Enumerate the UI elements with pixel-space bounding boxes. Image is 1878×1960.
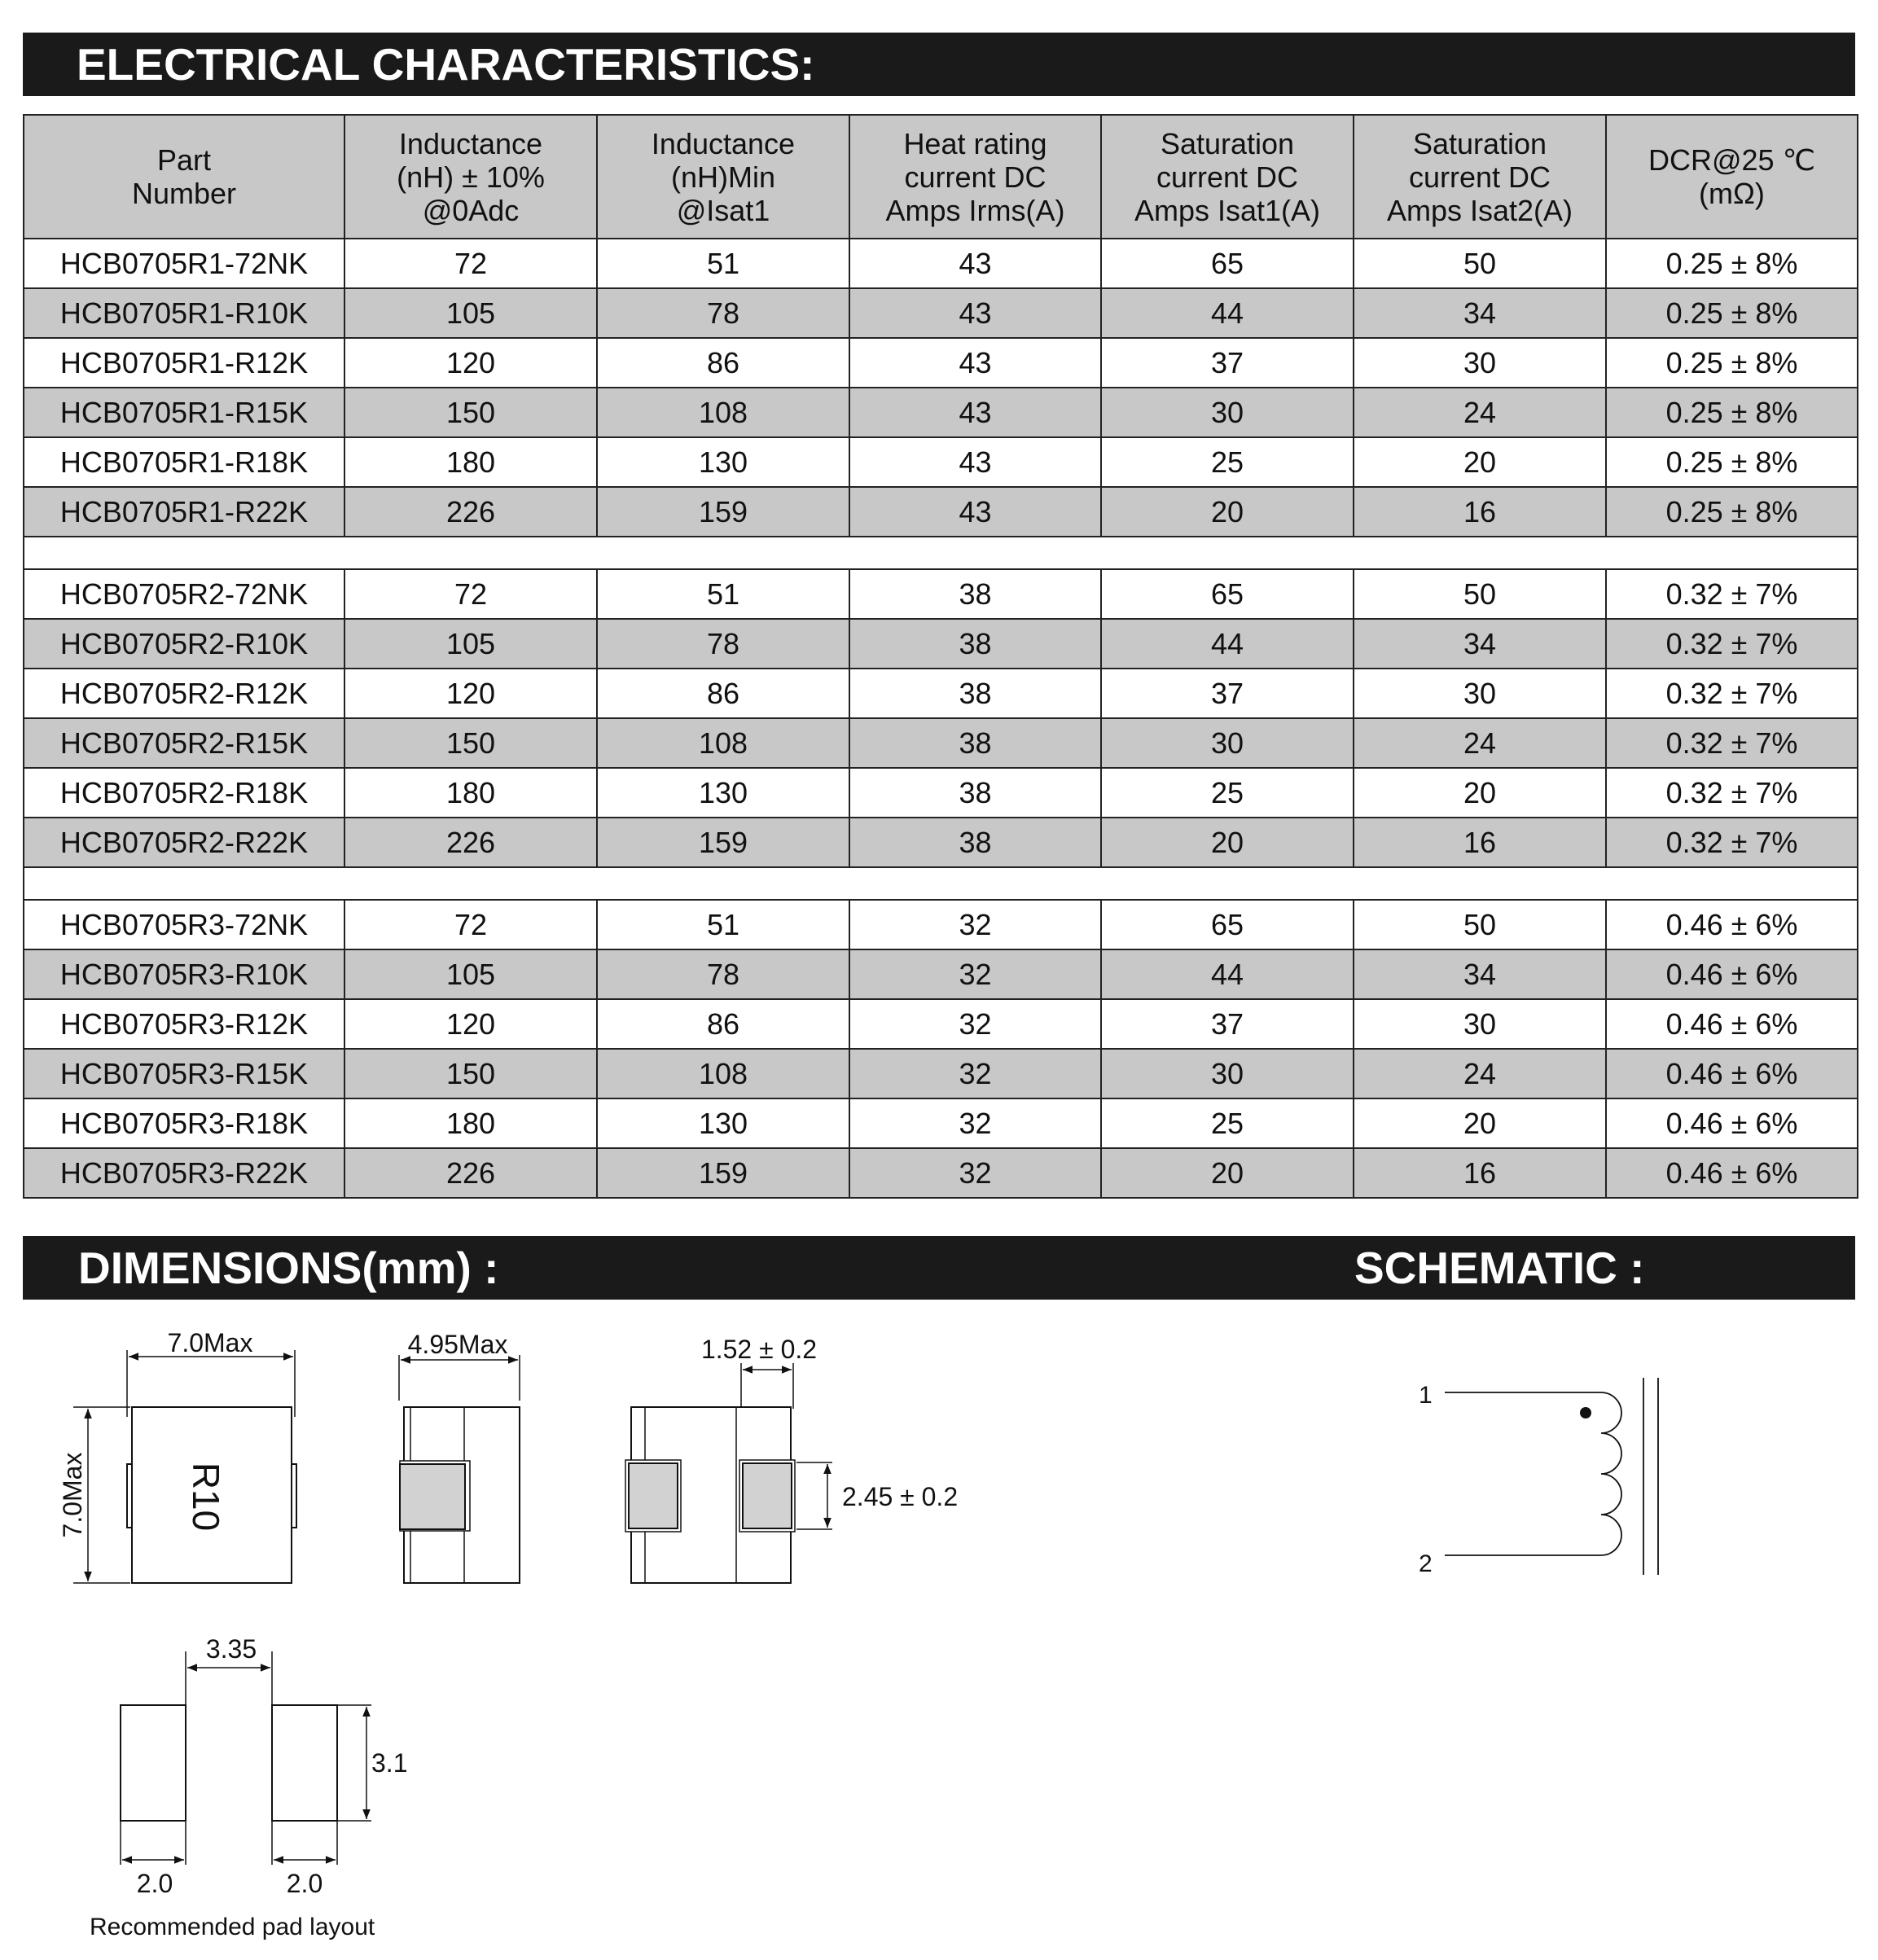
value-cell: 130 [597, 437, 849, 487]
value-cell: 24 [1354, 718, 1606, 768]
value-cell: 105 [344, 949, 597, 999]
part-number-cell: HCB0705R1-R10K [24, 288, 344, 338]
part-number-cell: HCB0705R2-72NK [24, 569, 344, 619]
value-cell: 0.46 ± 6% [1606, 999, 1858, 1049]
pad-width-left-label: 2.0 [136, 1869, 173, 1898]
value-cell: 0.32 ± 7% [1606, 669, 1858, 718]
dimension-drawings [0, 1303, 1878, 1954]
column-header-line: Heat rating [903, 126, 1047, 160]
value-cell: 120 [344, 999, 597, 1049]
part-number-cell: HCB0705R2-R12K [24, 669, 344, 718]
electrical-characteristics-banner [23, 33, 1855, 96]
value-cell: 86 [597, 338, 849, 388]
value-cell: 25 [1101, 1098, 1354, 1148]
value-cell: 108 [597, 718, 849, 768]
value-cell: 0.46 ± 6% [1606, 949, 1858, 999]
value-cell: 0.25 ± 8% [1606, 338, 1858, 388]
table-body [24, 239, 1858, 1198]
value-cell: 30 [1354, 669, 1606, 718]
spacer-cell [24, 537, 1858, 569]
value-cell: 43 [849, 388, 1101, 437]
value-cell: 43 [849, 338, 1101, 388]
value-cell: 38 [849, 818, 1101, 867]
value-cell: 50 [1354, 569, 1606, 619]
column-header [597, 115, 849, 239]
value-cell: 0.32 ± 7% [1606, 619, 1858, 669]
value-cell: 32 [849, 1148, 1101, 1198]
column-header-line: Saturation [1160, 126, 1295, 160]
value-cell: 150 [344, 1049, 597, 1098]
value-cell: 30 [1354, 999, 1606, 1049]
front-view [625, 1335, 958, 1583]
value-cell: 0.25 ± 8% [1606, 437, 1858, 487]
value-cell: 43 [849, 437, 1101, 487]
terminal-height-label: 2.45 ± 0.2 [842, 1482, 959, 1511]
part-number-cell: HCB0705R3-R15K [24, 1049, 344, 1098]
value-cell: 150 [344, 718, 597, 768]
value-cell: 30 [1101, 718, 1354, 768]
table-row [24, 239, 1858, 288]
column-header-line: Part [156, 143, 212, 177]
value-cell: 65 [1101, 900, 1354, 949]
dimensions-banner [23, 1236, 1855, 1300]
column-header-line: (nH)Min [670, 160, 775, 194]
part-number-cell: HCB0705R2-R10K [24, 619, 344, 669]
pad-width-right-label: 2.0 [286, 1869, 323, 1898]
column-header [24, 115, 344, 239]
value-cell: 25 [1101, 768, 1354, 818]
part-number-cell: HCB0705R3-R10K [24, 949, 344, 999]
pad-gap-label: 3.35 [205, 1634, 257, 1664]
value-cell: 32 [849, 900, 1101, 949]
value-cell: 0.25 ± 8% [1606, 388, 1858, 437]
top-width-label: 7.0Max [167, 1328, 253, 1357]
electrical-characteristics-table [23, 114, 1858, 1199]
column-header-line: Amps Isat1(A) [1134, 193, 1321, 227]
marking-label: R10 [185, 1462, 227, 1532]
value-cell: 51 [597, 569, 849, 619]
table-row [24, 1098, 1858, 1148]
value-cell: 159 [597, 818, 849, 867]
value-cell: 0.46 ± 6% [1606, 1098, 1858, 1148]
polarity-dot [1580, 1407, 1591, 1418]
table-row [24, 619, 1858, 669]
part-number-cell: HCB0705R1-R22K [24, 487, 344, 537]
value-cell: 38 [849, 669, 1101, 718]
value-cell: 38 [849, 619, 1101, 669]
value-cell: 0.46 ± 6% [1606, 900, 1858, 949]
table-header-row [24, 115, 1858, 239]
value-cell: 25 [1101, 437, 1354, 487]
pad-caption: Recommended pad layout [90, 1914, 375, 1940]
value-cell: 130 [597, 768, 849, 818]
value-cell: 120 [344, 338, 597, 388]
value-cell: 78 [597, 288, 849, 338]
side-view [399, 1330, 520, 1583]
table-row [24, 437, 1858, 487]
value-cell: 72 [344, 900, 597, 949]
value-cell: 16 [1354, 487, 1606, 537]
value-cell: 30 [1354, 338, 1606, 388]
value-cell: 108 [597, 1049, 849, 1098]
column-header-line: (mΩ) [1699, 177, 1765, 210]
value-cell: 0.25 ± 8% [1606, 239, 1858, 288]
part-number-cell: HCB0705R2-R18K [24, 768, 344, 818]
part-number-cell: HCB0705R1-R12K [24, 338, 344, 388]
value-cell: 20 [1354, 768, 1606, 818]
value-cell: 0.32 ± 7% [1606, 718, 1858, 768]
value-cell: 37 [1101, 338, 1354, 388]
pin-1-label: 1 [1419, 1382, 1433, 1409]
value-cell: 65 [1101, 239, 1354, 288]
value-cell: 20 [1101, 487, 1354, 537]
table-row [24, 338, 1858, 388]
value-cell: 159 [597, 487, 849, 537]
table-row [24, 1148, 1858, 1198]
column-header-line: Inductance [651, 126, 796, 160]
value-cell: 0.25 ± 8% [1606, 487, 1858, 537]
pad-layout [90, 1634, 407, 1940]
part-number-cell: HCB0705R3-R18K [24, 1098, 344, 1148]
part-number-cell: HCB0705R1-R15K [24, 388, 344, 437]
value-cell: 105 [344, 619, 597, 669]
column-header-line: Number [131, 177, 237, 210]
column-header [849, 115, 1101, 239]
value-cell: 86 [597, 999, 849, 1049]
value-cell: 180 [344, 1098, 597, 1148]
value-cell: 0.46 ± 6% [1606, 1148, 1858, 1198]
column-header-line: DCR@25 ℃ [1648, 143, 1815, 177]
group-spacer-row [24, 867, 1858, 900]
value-cell: 20 [1101, 1148, 1354, 1198]
table-row [24, 818, 1858, 867]
value-cell: 30 [1101, 388, 1354, 437]
column-header-line: Amps Irms(A) [885, 193, 1065, 227]
column-header-line: Inductance [398, 126, 543, 160]
table-row [24, 999, 1858, 1049]
value-cell: 34 [1354, 619, 1606, 669]
value-cell: 105 [344, 288, 597, 338]
value-cell: 38 [849, 718, 1101, 768]
value-cell: 226 [344, 1148, 597, 1198]
value-cell: 37 [1101, 999, 1354, 1049]
value-cell: 37 [1101, 669, 1354, 718]
column-header [1606, 115, 1858, 239]
column-header [1354, 115, 1606, 239]
column-header [1101, 115, 1354, 239]
value-cell: 65 [1101, 569, 1354, 619]
value-cell: 130 [597, 1098, 849, 1148]
value-cell: 150 [344, 388, 597, 437]
value-cell: 32 [849, 1049, 1101, 1098]
table-row [24, 1049, 1858, 1098]
top-view [58, 1328, 296, 1583]
spacer-cell [24, 867, 1858, 900]
value-cell: 50 [1354, 239, 1606, 288]
value-cell: 108 [597, 388, 849, 437]
value-cell: 78 [597, 619, 849, 669]
value-cell: 44 [1101, 619, 1354, 669]
table-row [24, 388, 1858, 437]
value-cell: 24 [1354, 388, 1606, 437]
value-cell: 20 [1101, 818, 1354, 867]
table-row [24, 900, 1858, 949]
part-number-cell: HCB0705R3-R22K [24, 1148, 344, 1198]
value-cell: 32 [849, 949, 1101, 999]
schematic-title: SCHEMATIC : [1354, 1243, 1645, 1293]
value-cell: 34 [1354, 288, 1606, 338]
value-cell: 50 [1354, 900, 1606, 949]
value-cell: 86 [597, 669, 849, 718]
value-cell: 16 [1354, 818, 1606, 867]
table-row [24, 569, 1858, 619]
table-row [24, 718, 1858, 768]
part-number-cell: HCB0705R1-72NK [24, 239, 344, 288]
value-cell: 44 [1101, 949, 1354, 999]
value-cell: 159 [597, 1148, 849, 1198]
column-header-line: Saturation [1412, 126, 1547, 160]
value-cell: 0.32 ± 7% [1606, 818, 1858, 867]
value-cell: 72 [344, 569, 597, 619]
table-row [24, 949, 1858, 999]
value-cell: 38 [849, 768, 1101, 818]
table-row [24, 669, 1858, 718]
column-header-line: @Isat1 [676, 193, 770, 227]
value-cell: 30 [1101, 1049, 1354, 1098]
table-row [24, 768, 1858, 818]
column-header-line: Amps Isat2(A) [1386, 193, 1573, 227]
value-cell: 43 [849, 288, 1101, 338]
value-cell: 20 [1354, 1098, 1606, 1148]
value-cell: 20 [1354, 437, 1606, 487]
value-cell: 16 [1354, 1148, 1606, 1198]
value-cell: 0.25 ± 8% [1606, 288, 1858, 338]
table-row [24, 487, 1858, 537]
part-number-cell: HCB0705R2-R22K [24, 818, 344, 867]
value-cell: 0.46 ± 6% [1606, 1049, 1858, 1098]
value-cell: 38 [849, 569, 1101, 619]
value-cell: 51 [597, 239, 849, 288]
depth-label: 4.95Max [407, 1330, 508, 1359]
table-row [24, 288, 1858, 338]
value-cell: 0.32 ± 7% [1606, 768, 1858, 818]
side-height-label: 7.0Max [58, 1452, 87, 1538]
column-header-line: (nH) ± 10% [397, 160, 545, 194]
group-spacer-row [24, 537, 1858, 569]
column-header-line: current DC [904, 160, 1047, 194]
value-cell: 180 [344, 437, 597, 487]
part-number-cell: HCB0705R3-R12K [24, 999, 344, 1049]
column-header-line: @0Adc [422, 193, 520, 227]
value-cell: 226 [344, 487, 597, 537]
schematic-diagram [1419, 1378, 1658, 1577]
value-cell: 24 [1354, 1049, 1606, 1098]
part-number-cell: HCB0705R2-R15K [24, 718, 344, 768]
column-header-line: current DC [1408, 160, 1551, 194]
value-cell: 226 [344, 818, 597, 867]
value-cell: 43 [849, 239, 1101, 288]
value-cell: 180 [344, 768, 597, 818]
value-cell: 43 [849, 487, 1101, 537]
part-number-cell: HCB0705R3-72NK [24, 900, 344, 949]
column-header-line: current DC [1156, 160, 1299, 194]
value-cell: 44 [1101, 288, 1354, 338]
value-cell: 34 [1354, 949, 1606, 999]
value-cell: 78 [597, 949, 849, 999]
value-cell: 72 [344, 239, 597, 288]
pad-height-label: 3.1 [371, 1748, 408, 1778]
part-number-cell: HCB0705R1-R18K [24, 437, 344, 487]
dimensions-title: DIMENSIONS(mm) : [78, 1243, 499, 1293]
terminal-width-label: 1.52 ± 0.2 [700, 1335, 818, 1364]
value-cell: 32 [849, 999, 1101, 1049]
column-header [344, 115, 597, 239]
electrical-characteristics-title: ELECTRICAL CHARACTERISTICS: [77, 39, 815, 90]
value-cell: 51 [597, 900, 849, 949]
pin-2-label: 2 [1419, 1550, 1433, 1577]
value-cell: 0.32 ± 7% [1606, 569, 1858, 619]
value-cell: 120 [344, 669, 597, 718]
value-cell: 32 [849, 1098, 1101, 1148]
